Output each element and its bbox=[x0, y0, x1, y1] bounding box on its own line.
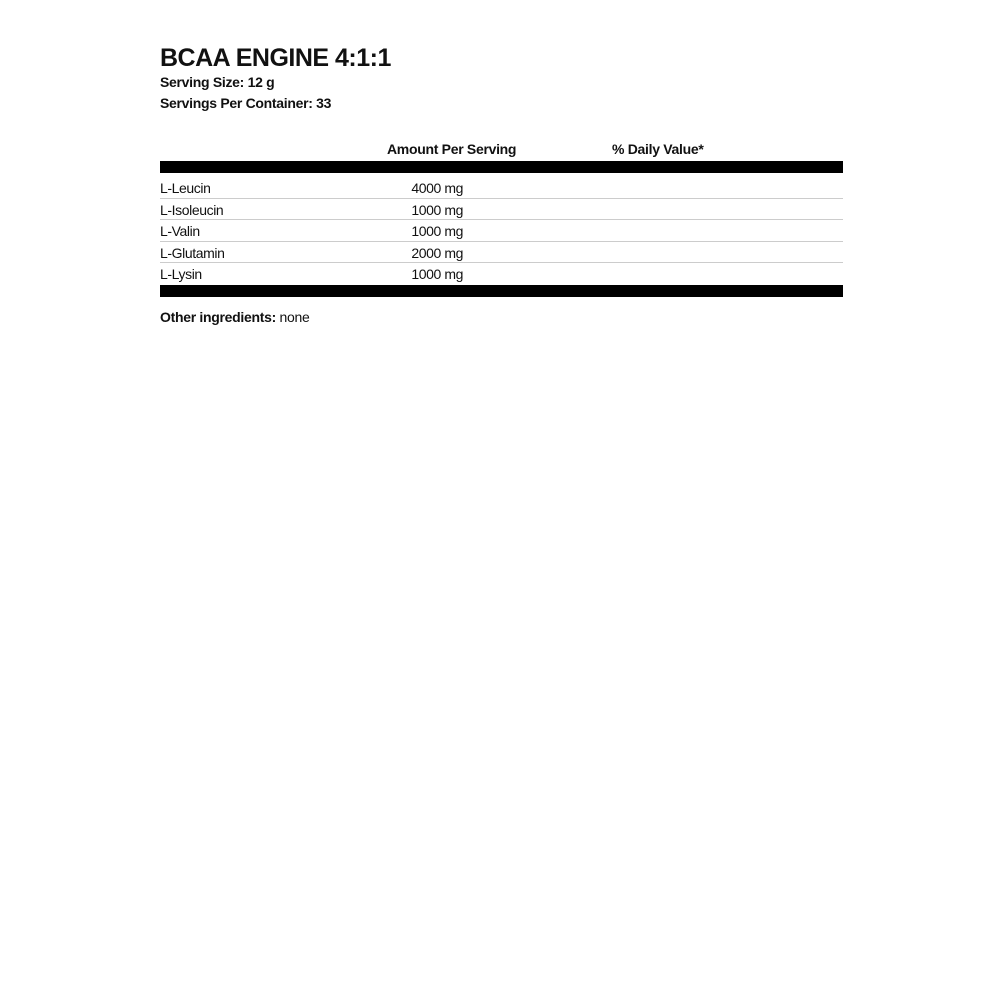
table-row bbox=[160, 220, 843, 242]
top-divider-bar bbox=[160, 161, 843, 173]
ingredient-name: L-Leucin bbox=[160, 180, 211, 196]
ingredient-name: L-Isoleucin bbox=[160, 201, 224, 218]
daily-value-header: % Daily Value* bbox=[612, 141, 704, 157]
supplement-facts bbox=[160, 44, 843, 325]
table-row bbox=[160, 199, 843, 221]
other-ingredients-label: Other ingredients: bbox=[160, 308, 276, 325]
table-row bbox=[160, 242, 843, 264]
ingredient-name: L-Valin bbox=[160, 223, 200, 239]
ingredient-name: L-Glutamin bbox=[160, 244, 225, 261]
product-title: BCAA ENGINE 4:1:1 bbox=[160, 44, 391, 72]
other-ingredients bbox=[160, 309, 843, 325]
amount-header: Amount Per Serving bbox=[387, 141, 517, 157]
ingredient-name: L-Lysin bbox=[160, 266, 202, 282]
table-row bbox=[160, 177, 843, 199]
ingredient-amount: 1000 mg bbox=[411, 266, 463, 282]
serving-size: Serving Size: 12 g bbox=[160, 74, 275, 90]
servings-per-container: Servings Per Container: 33 bbox=[160, 95, 332, 111]
table-header bbox=[160, 139, 843, 161]
ingredient-amount: 1000 mg bbox=[411, 223, 463, 239]
other-ingredients-value: none bbox=[275, 308, 310, 325]
ingredient-amount: 2000 mg bbox=[411, 244, 463, 261]
ingredient-amount: 1000 mg bbox=[411, 201, 463, 218]
ingredient-table bbox=[160, 177, 843, 285]
table-row bbox=[160, 263, 843, 285]
bottom-divider-bar bbox=[160, 285, 843, 297]
ingredient-amount: 4000 mg bbox=[411, 180, 463, 196]
